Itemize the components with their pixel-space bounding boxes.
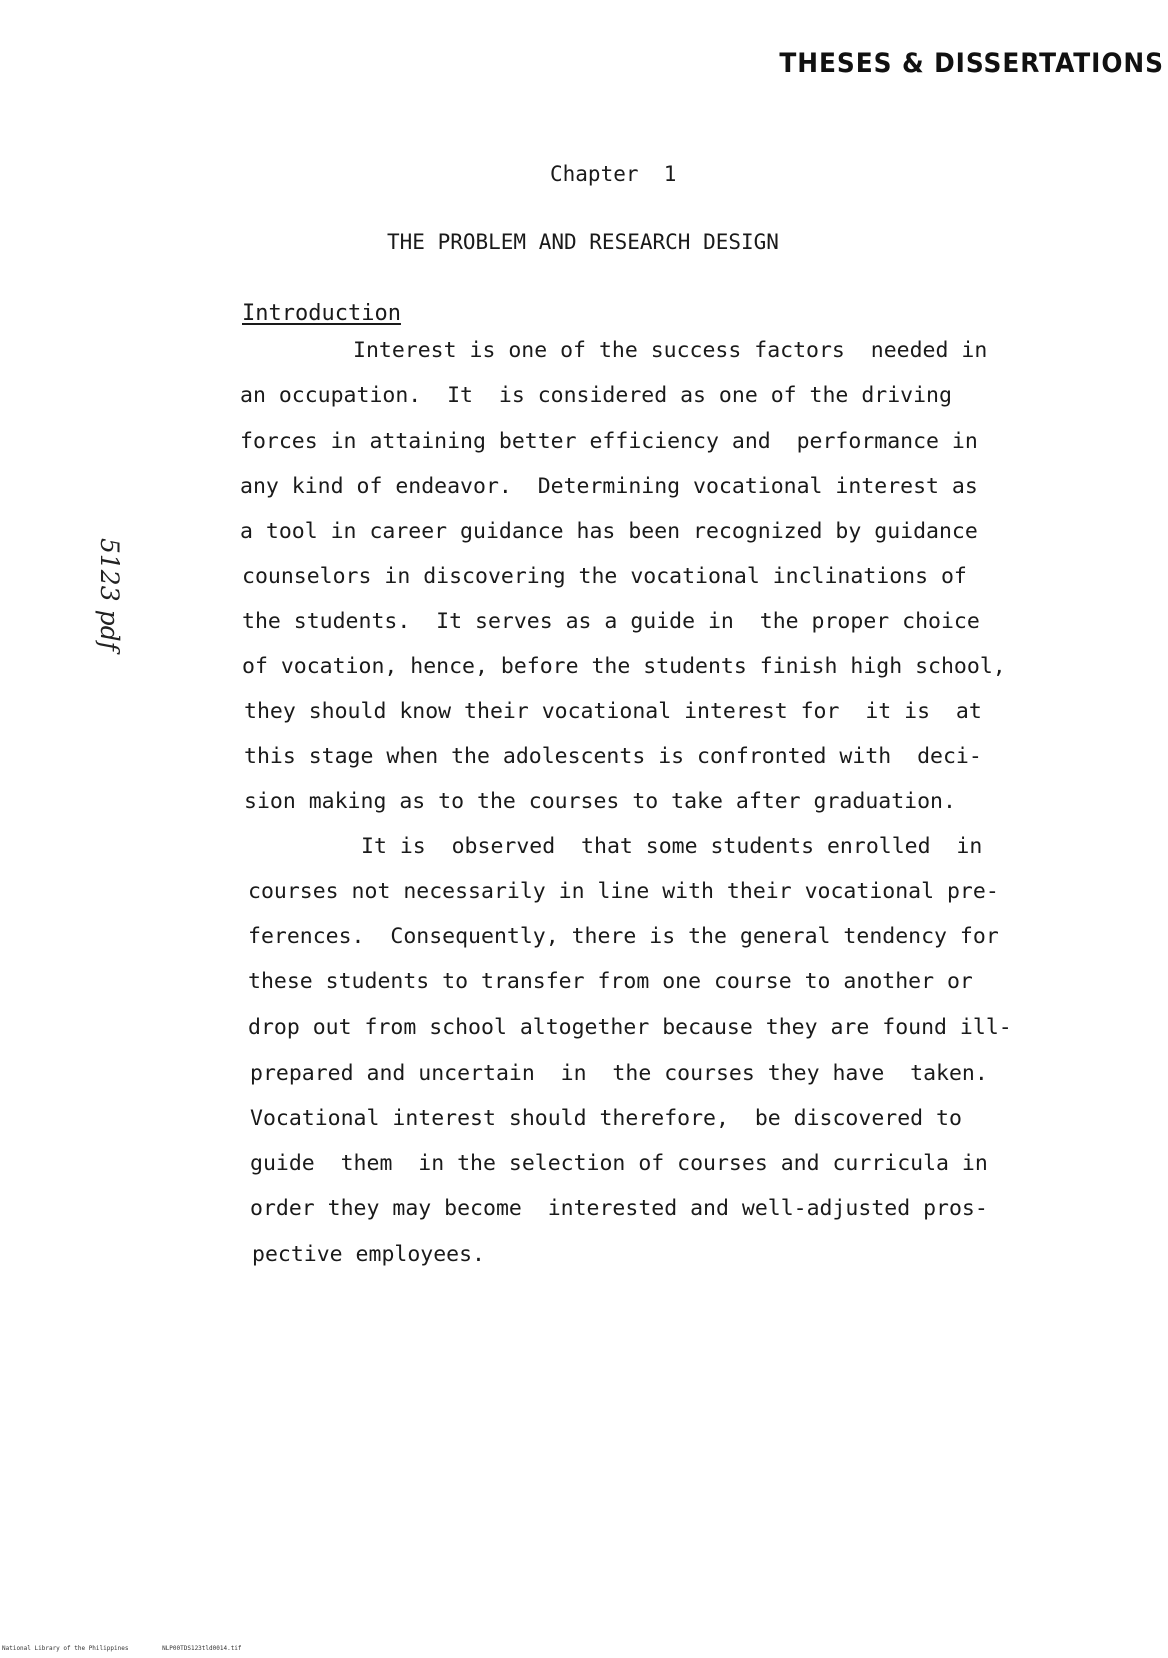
paragraph-1-line: of vocation, hence, before the students finish high school, bbox=[242, 654, 1006, 679]
section-heading-introduction: Introduction bbox=[242, 301, 401, 326]
paragraph-2-line: Vocational interest should therefore, be discovered to bbox=[250, 1106, 962, 1131]
paragraph-1-line: an occupation. It is considered as one of the driving bbox=[240, 383, 952, 408]
chapter-title: THE PROBLEM AND RESEARCH DESIGN bbox=[387, 230, 779, 254]
paragraph-2-line: courses not necessarily in line with their vocational pre- bbox=[248, 879, 999, 904]
chapter-heading: Chapter 1 bbox=[550, 162, 677, 186]
footer-file: NLP00TDS123tld0014.tif bbox=[162, 1645, 242, 1652]
handwritten-margin-note: 5123 pdf bbox=[95, 538, 124, 651]
paragraph-1-line: sion making as to the courses to take after graduation. bbox=[244, 789, 956, 814]
paragraph-1-line: this stage when the adolescents is confronted with deci- bbox=[244, 744, 982, 769]
theses-dissertations-stamp: THESES & DISSERTATIONS bbox=[779, 48, 1164, 79]
footer-library: National Library of the Philippines bbox=[2, 1645, 129, 1652]
paragraph-2-line: order they may become interested and well-adjusted pros- bbox=[250, 1196, 988, 1221]
paragraph-1-line: forces in attaining better efficiency and performance in bbox=[240, 429, 978, 454]
paragraph-1-line: the students. It serves as a guide in the proper choice bbox=[242, 609, 980, 634]
paragraph-2-line: these students to transfer from one course to another or bbox=[248, 969, 973, 994]
paragraph-1-line: a tool in career guidance has been recognized by guidance bbox=[240, 519, 978, 544]
paragraph-2-line: prepared and uncertain in the courses they have taken. bbox=[250, 1061, 988, 1086]
paragraph-2-line: ferences. Consequently, there is the general tendency for bbox=[248, 924, 999, 949]
paragraph-1-line: Interest is one of the success factors needed in bbox=[353, 338, 988, 363]
paragraph-2-line: drop out from school altogether because they are found ill- bbox=[248, 1015, 1012, 1040]
paragraph-2-line: pective employees. bbox=[252, 1242, 485, 1267]
paragraph-2-line: guide them in the selection of courses and curricula in bbox=[250, 1151, 988, 1176]
paragraph-1-line: counselors in discovering the vocational inclinations of bbox=[242, 564, 967, 589]
paragraph-1-line: any kind of endeavor. Determining vocational interest as bbox=[240, 474, 978, 499]
paragraph-1-line: they should know their vocational interest for it is at bbox=[244, 699, 982, 724]
paragraph-2-line: It is observed that some students enrolled in bbox=[361, 834, 983, 859]
scan-footer bbox=[2, 1645, 242, 1652]
